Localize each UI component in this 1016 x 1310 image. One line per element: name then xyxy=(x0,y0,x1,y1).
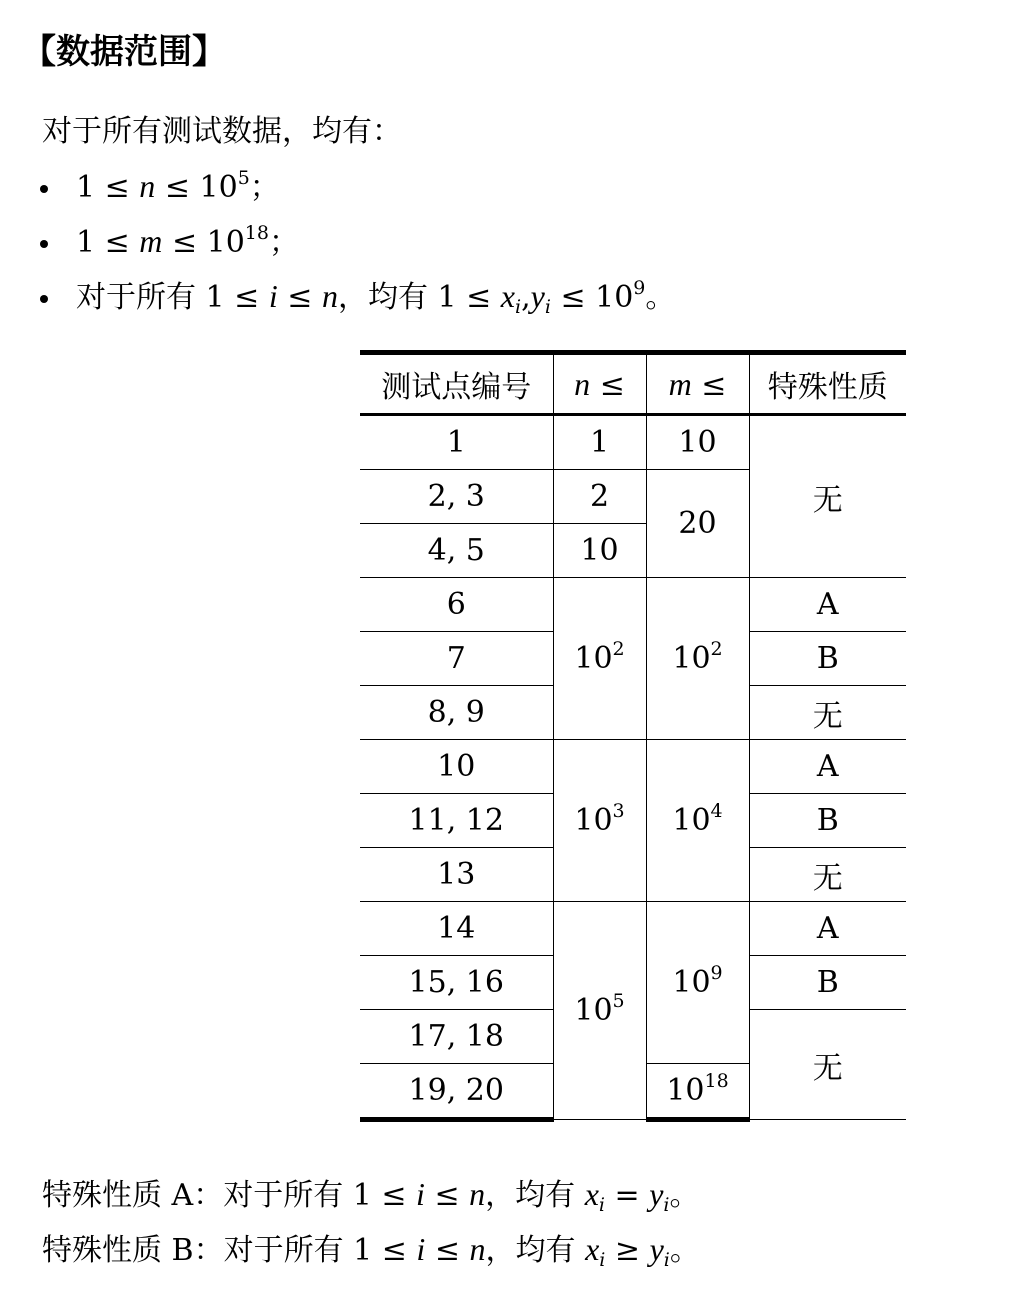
exp: 3 xyxy=(612,800,625,822)
bullet-n-range xyxy=(40,162,280,206)
table-row xyxy=(360,740,906,794)
cell-id: 8, 9 xyxy=(360,686,553,740)
exp: 5 xyxy=(237,167,250,189)
cell-n: 2 xyxy=(553,470,646,524)
header-prop: 特殊性质 xyxy=(749,353,906,415)
var: n xyxy=(469,1231,486,1267)
var: n xyxy=(469,1176,486,1212)
cell-id: 14 xyxy=(360,902,553,956)
base: 10 xyxy=(574,641,613,676)
exp: 18 xyxy=(244,222,269,244)
table-row xyxy=(360,415,906,470)
exp: 18 xyxy=(704,1070,729,1092)
text: ； xyxy=(249,170,280,205)
text: ≤ 10 xyxy=(155,170,238,205)
cell-id: 7 xyxy=(360,632,553,686)
cell-prop: 无 xyxy=(749,848,906,902)
text: 特殊性质 B：对于所有 1 ≤ xyxy=(42,1233,417,1268)
base: 10 xyxy=(574,803,613,838)
cell-id: 17, 18 xyxy=(360,1010,553,1064)
text: ≤ xyxy=(590,367,625,403)
base: 10 xyxy=(672,641,711,676)
cell-n xyxy=(553,902,646,1120)
text: ≤ xyxy=(277,280,322,315)
text: ，均有 xyxy=(485,1178,585,1213)
var: i xyxy=(416,1231,426,1267)
cell-prop: B xyxy=(749,794,906,848)
var: y xyxy=(530,278,545,314)
exp: 4 xyxy=(710,800,723,822)
text: = xyxy=(604,1178,650,1213)
text: 特殊性质 A：对于所有 1 ≤ xyxy=(42,1178,417,1213)
cell-prop: 无 xyxy=(749,415,906,578)
intro-text: 对于所有测试数据，均有： xyxy=(42,114,402,149)
cell-prop: A xyxy=(749,740,906,794)
cell-m xyxy=(646,902,749,1064)
sub: i xyxy=(599,1249,606,1271)
cell-prop: A xyxy=(749,578,906,632)
text: ，均有 1 ≤ xyxy=(337,280,501,315)
text: 。 xyxy=(645,280,676,315)
cell-id: 19, 20 xyxy=(360,1064,553,1120)
note-b xyxy=(42,1225,700,1269)
cell-n: 10 xyxy=(553,524,646,578)
base: 10 xyxy=(574,993,613,1028)
base: 10 xyxy=(672,965,711,1000)
cell-prop: A xyxy=(749,902,906,956)
var: m xyxy=(139,223,163,259)
cell-prop: B xyxy=(749,956,906,1010)
base: 10 xyxy=(666,1073,705,1108)
var: i xyxy=(416,1176,425,1212)
cell-id: 10 xyxy=(360,740,553,794)
exp: 5 xyxy=(612,990,625,1012)
text: ≤ 10 xyxy=(550,280,634,315)
bullet-icon xyxy=(40,295,48,303)
text: ≤ 10 xyxy=(162,225,245,260)
cell-id: 13 xyxy=(360,848,553,902)
exp: 2 xyxy=(710,638,723,660)
cell-m xyxy=(646,1064,749,1120)
sub: i xyxy=(663,1194,670,1216)
cell-id: 6 xyxy=(360,578,553,632)
cell-prop: B xyxy=(749,632,906,686)
exp: 2 xyxy=(612,638,625,660)
cell-prop: 无 xyxy=(749,1010,906,1120)
var: n xyxy=(321,278,338,314)
exp: 9 xyxy=(710,962,723,984)
var: n xyxy=(574,365,591,402)
note-a xyxy=(42,1170,699,1214)
sub: i xyxy=(515,296,522,318)
text: ≥ xyxy=(605,1233,650,1268)
cell-m: 10 xyxy=(646,415,749,470)
var: x xyxy=(585,1231,600,1267)
var: y xyxy=(649,1231,664,1267)
base: 10 xyxy=(672,803,711,838)
var: x xyxy=(500,278,515,314)
cell-n xyxy=(553,578,646,740)
header-id: 测试点编号 xyxy=(360,353,553,415)
text: 1 ≤ xyxy=(76,170,140,205)
text: ≤ xyxy=(691,367,727,403)
text: 。 xyxy=(669,1178,700,1213)
text: 。 xyxy=(669,1233,700,1268)
var: m xyxy=(668,365,692,402)
bullet-icon xyxy=(40,185,48,193)
table-row xyxy=(360,902,906,956)
bullet-m-range xyxy=(40,217,299,261)
text: 1 ≤ xyxy=(76,225,140,260)
data-range-table xyxy=(360,350,906,1122)
text: ≤ xyxy=(424,1178,470,1213)
cell-id: 4, 5 xyxy=(360,524,553,578)
cell-m: 20 xyxy=(646,470,749,578)
table-header xyxy=(360,353,906,415)
cell-n: 1 xyxy=(553,415,646,470)
sub: i xyxy=(598,1194,605,1216)
bullet-icon xyxy=(40,240,48,248)
cell-m xyxy=(646,740,749,902)
var: x xyxy=(584,1176,599,1212)
cell-id: 1 xyxy=(360,415,553,470)
cell-m xyxy=(646,578,749,740)
header-m xyxy=(646,353,749,415)
var: n xyxy=(139,168,156,204)
cell-id: 2, 3 xyxy=(360,470,553,524)
sub: i xyxy=(663,1249,670,1271)
cell-n xyxy=(553,740,646,902)
var: i xyxy=(268,278,278,314)
text: ≤ xyxy=(425,1233,470,1268)
bullet-xy-range xyxy=(40,272,675,316)
sub: i xyxy=(544,296,551,318)
section-title: 【数据范围】 xyxy=(22,32,226,72)
text: ； xyxy=(268,225,299,260)
exp: 9 xyxy=(633,277,646,299)
text: , xyxy=(521,280,531,315)
cell-id: 11, 12 xyxy=(360,794,553,848)
var: y xyxy=(649,1176,664,1212)
text: ，均有 xyxy=(485,1233,586,1268)
cell-id: 15, 16 xyxy=(360,956,553,1010)
cell-prop: 无 xyxy=(749,686,906,740)
text: 对于所有 1 ≤ xyxy=(76,280,269,315)
header-n xyxy=(553,353,646,415)
table-row xyxy=(360,578,906,632)
